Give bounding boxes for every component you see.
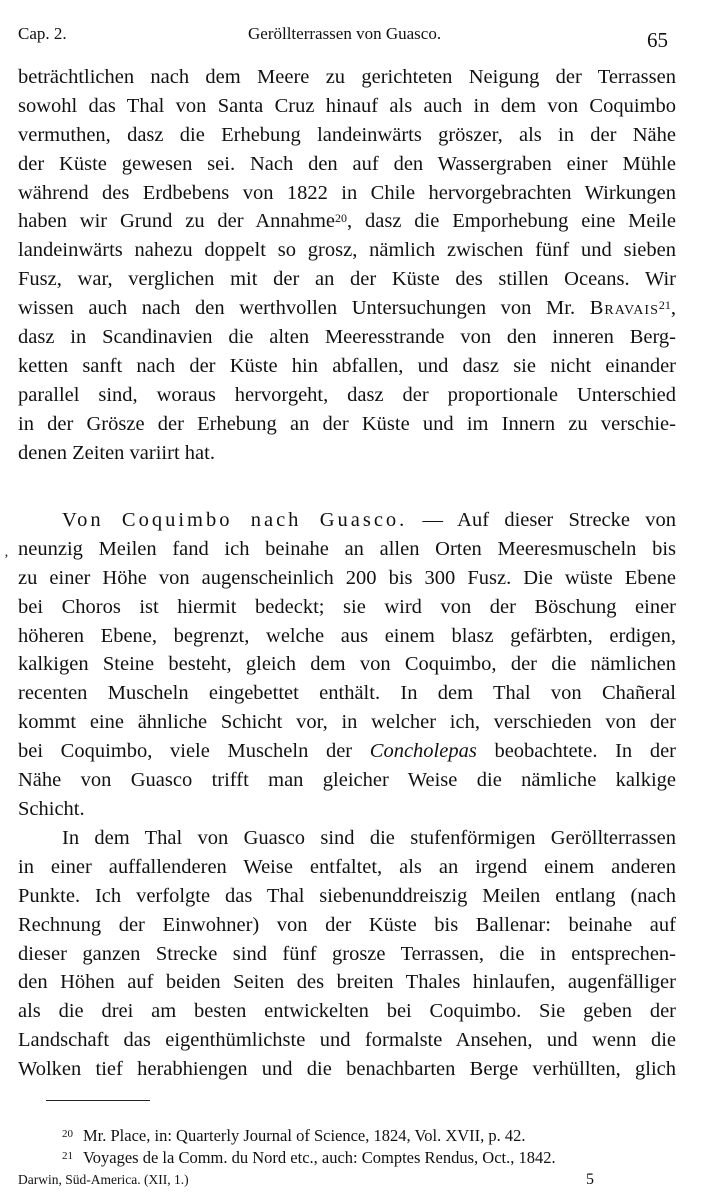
running-title: Geröllterrassen von Guasco. bbox=[248, 24, 442, 43]
page-number: 65 bbox=[647, 28, 668, 52]
text-segment: haben wir Grund zu der Annahme bbox=[18, 210, 336, 233]
text-line: Wolken tief herabhiengen und die benachbarten Berge verhüllten, glich bbox=[18, 1058, 676, 1081]
text-line: recenten Muscheln eingebettet enthält. In dem Thal von Chañeral bbox=[18, 682, 676, 705]
paragraph-1 bbox=[18, 63, 676, 467]
text-line: parallel sind, woraus hervorgeht, dasz der proportionale Unterschied bbox=[18, 383, 676, 406]
sheet-number: 5 bbox=[586, 1171, 594, 1188]
footnote-number: 20 bbox=[62, 1128, 73, 1140]
footnote-21 bbox=[18, 1147, 666, 1169]
text-line: Landschaft das eigenthümlichste und formalste Ansehen, und wenn die bbox=[18, 1029, 676, 1052]
text-line: denen Zeiten variirt hat. bbox=[18, 441, 215, 464]
text-line: kalkigen Steine besteht, gleich dem von Coquimbo, der die nämlichen bbox=[18, 653, 676, 676]
text-line bbox=[18, 737, 676, 766]
text-line: Fusz, war, verglichen mit der an der Küste des stillen Oceans. Wir bbox=[18, 268, 676, 291]
text-line: bei Choros ist hiermit bedeckt; sie wird von der Böschung einer bbox=[18, 595, 676, 618]
text-line: in einer auffallenderen Weise entfaltet, als an irgend einem anderen bbox=[18, 855, 676, 878]
text-line: Schicht. bbox=[18, 797, 85, 820]
text-segment: beobachtete. In der bbox=[476, 740, 676, 763]
footnote-line bbox=[18, 1147, 666, 1169]
running-head bbox=[18, 22, 668, 52]
footnote-line bbox=[18, 1125, 666, 1147]
text-line: kommt eine ähnliche Schicht vor, in welcher ich, verschieden von der bbox=[18, 711, 676, 734]
paragraph-3 bbox=[18, 824, 676, 1084]
text-line: höheren Ebene, begrenzt, welche aus einem blasz gefärbten, erdigen, bbox=[18, 624, 676, 647]
text-line: Rechnung der Einwohner) von der Küste bis Ballenar: beinahe auf bbox=[18, 913, 676, 936]
text-segment: — Auf dieser Strecke von bbox=[407, 509, 676, 531]
text-line: beträchtlichen nach dem Meere zu gerichteten Neigung der Terrassen bbox=[18, 66, 676, 88]
signature-text: Darwin, Süd-America. (XII, 1.) bbox=[18, 1172, 189, 1187]
text-line: zu einer Höhe von augenscheinlich 200 bis 300 Fusz. Die wüste Ebene bbox=[18, 566, 676, 589]
paragraph-2 bbox=[18, 506, 676, 824]
footnote-ref-20[interactable]: 20 bbox=[335, 211, 348, 226]
text-line: sowohl das Thal von Santa Cruz hinauf als auch in dem von Coquimbo bbox=[18, 94, 676, 117]
footnote-text: Mr. Place, in: Quarterly Journal of Science, 1824, Vol. XVII, p. 42. bbox=[83, 1126, 526, 1145]
text-segment: bei Coquimbo, viele Muscheln der bbox=[18, 740, 353, 763]
footnote-20 bbox=[18, 1125, 666, 1147]
text-line: Punkte. Ich verfolgte das Thal siebenunddreiszig Meilen entlang (nach bbox=[18, 884, 676, 907]
species-name: Concholepas bbox=[369, 740, 477, 763]
margin-mark: ‚ bbox=[4, 545, 9, 560]
text-line: während des Erdbebens von 1822 in Chile hervorgebrachten Wirkungen bbox=[18, 181, 676, 204]
text-line: dieser ganzen Strecke sind fünf grosze Terrassen, die in entsprechen- bbox=[18, 942, 676, 965]
text-line: ketten sanft nach der Küste hin abfallen, und dasz sie nicht einander bbox=[18, 354, 676, 377]
text-line bbox=[18, 506, 676, 535]
text-line: dasz in Scandinavien die alten Meeresstrande von den inneren Berg- bbox=[18, 326, 676, 349]
text-line: in der Grösze der Erhebung an der Küste und im Innern zu verschie- bbox=[18, 412, 676, 435]
text-line: neunzig Meilen fand ich beinahe an allen Orten Meeresmuscheln bis bbox=[18, 537, 676, 560]
text-line bbox=[18, 294, 676, 323]
text-line: den Höhen auf beiden Seiten des breiten Thales hinlaufen, augenfälliger bbox=[18, 971, 676, 994]
author-name: Bravais bbox=[589, 297, 659, 320]
text-line: Nähe von Guasco trifft man gleicher Weise die nämliche kalkige bbox=[18, 769, 676, 792]
section-heading: Von Coquimbo nach Guasco. bbox=[62, 509, 408, 531]
text-segment: wissen auch nach den werthvollen Untersuchungen von Mr. bbox=[18, 297, 576, 320]
chapter-label: Cap. 2. bbox=[18, 24, 67, 43]
text-line: In dem Thal von Guasco sind die stufenförmigen Geröllterrassen bbox=[62, 827, 676, 849]
text-line: landeinwärts nahezu doppelt so grosz, nämlich zwischen fünf und sieben bbox=[18, 239, 676, 262]
text-line: als die drei am besten entwickelten bei Coquimbo. Sie geben der bbox=[18, 1000, 676, 1023]
text-line: der Küste gewesen sei. Nach den auf den Wassergraben einer Mühle bbox=[18, 152, 676, 175]
footnote-number: 21 bbox=[62, 1150, 73, 1162]
text-line: vermuthen, dasz die Erhebung landeinwärts gröszer, als in der Nähe bbox=[18, 123, 676, 146]
footnote-ref-21[interactable]: 21 bbox=[658, 298, 671, 313]
footnote-text: Voyages de la Comm. du Nord etc., auch: Comptes Rendus, Oct., 1842. bbox=[83, 1148, 556, 1167]
footnote-divider bbox=[46, 1100, 150, 1101]
text-segment: , bbox=[670, 297, 676, 320]
text-line bbox=[18, 207, 676, 236]
text-segment: , dasz die Emporhebung eine Meile bbox=[347, 210, 677, 233]
